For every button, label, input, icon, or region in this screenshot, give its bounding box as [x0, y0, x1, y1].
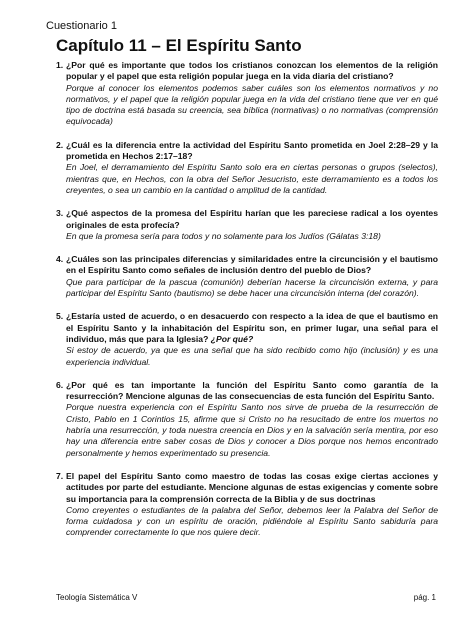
question-number: 4. — [56, 254, 64, 265]
answer-text: En Joel, el derramamiento del Espíritu Santo solo era en ciertas personas o grupos (selectos), mientras que, en Hechos, con la obra del Señor Jesucristo, este derramamiento es a todos los creyentes, o sea un cambio en la cantidad o amplitud de la cantidad. — [66, 162, 438, 195]
question-item-4 — [56, 254, 438, 299]
question-list — [56, 60, 438, 551]
answer-text: Porque al conocer los elementos podemos saber cuáles son los elementos normativos y no normativos, y el papel que la religión popular juega en la vida del cristiano tiene que ver en qué tipo de doctrina está basada su creencia, sea bíblica (normativas) o no normativas (comprensión equivocada) — [66, 82, 438, 127]
question-item-6 — [56, 380, 438, 459]
question-text: ¿Qué aspectos de la promesa del Espíritu harían que les pareciese radical a los oyentes originales de esta profecía? — [66, 208, 438, 230]
question-text — [66, 311, 438, 345]
answer-text: Como creyentes o estudiantes de la palabra del Señor, debemos leer la Palabra del Señor de forma cuidadosa y con un espíritu de oración, pidiéndole al Espíritu Santo sabiduría para comprender correctamente lo que nos quiere decir. — [66, 504, 438, 538]
answer-text: Si estoy de acuerdo, ya que es una señal que ha sido recibido como hijo (inclusión) y es una experiencia individual. — [66, 345, 438, 367]
page-title: Capítulo 11 – El Espíritu Santo — [56, 36, 302, 55]
question-text: ¿Cuáles son las principales diferencias y similaridades entre la circuncisión y el bautismo en el Espíritu Santo como señales de inclusión dentro del pueblo de Dios? — [66, 254, 438, 276]
question-text: ¿Por qué es tan importante la función del Espíritu Santo como garantía de la resurrección? Mencione algunas de las consecuencias de esta función del Espíritu Santo. — [66, 379, 438, 402]
question-text: ¿Por qué es importante que todos los cristianos conozcan los elementos de la religión popular y el papel que esta religión popular juega en la vida diaria del cristiano? — [66, 60, 438, 82]
question-number: 6. — [56, 379, 64, 390]
question-text-main: ¿Estaría usted de acuerdo, o en desacuerdo con respecto a la idea de que el bautismo en el Espíritu Santo y la inhabitación del Espíritu son, en primer lugar, una señal para el individuo, más que para la Iglesia? — [66, 311, 438, 344]
question-item-3 — [56, 208, 438, 242]
question-number: 5. — [56, 311, 64, 322]
question-item-5 — [56, 311, 438, 367]
question-number: 2. — [56, 139, 64, 150]
question-item-7 — [56, 471, 438, 539]
question-text-tail: ¿Por qué? — [210, 333, 254, 344]
question-item-2 — [56, 140, 438, 196]
question-number: 1. — [56, 60, 64, 70]
answer-text: Que para participar de la pascua (comunión) deberían hacerse la circuncisión externa, y para participar del Espíritu Santo (bautismo) se debe hacer una circuncisión interna (del corazón). — [66, 276, 438, 299]
question-number: 3. — [56, 208, 64, 219]
series-label: Cuestionario 1 — [46, 20, 117, 32]
question-item-1 — [56, 60, 438, 128]
question-number: 7. — [56, 470, 64, 481]
question-text: El papel del Espíritu Santo como maestro de todas las cosas exige ciertas acciones y actitudes por parte del estudiante. Mencione algunas de estas exigencias y comente sobre su importancia para la comprensión correcta de la Biblia y de sus doctrinas — [66, 470, 438, 504]
answer-text: En que la promesa sería para todos y no solamente para los Judíos (Gálatas 3:18) — [66, 230, 381, 241]
page-number: pág. 1 — [413, 593, 436, 602]
answer-text: Porque nuestra experiencia con el Espíritu Santo nos sirve de prueba de la resurrección de Cristo, Pablo en 1 Corintios 15, afirme que si Cristo no ha resucitado de entre los muertos no habría una resurrección, y toda nuestra creencia en Dios y en la salvación sería mentira, por eso hay una diferencia entre saber cosas de Dios y conocer a Dios porque nos hemos encontrado personalmente y hemos experimentado su presencia. — [66, 402, 438, 458]
footer-course: Teología Sistemática V — [56, 593, 138, 602]
question-text: ¿Cuál es la diferencia entre la actividad del Espíritu Santo prometida en Joel 2:28–29 y la prometida en Hechos 2:17–18? — [66, 139, 438, 162]
